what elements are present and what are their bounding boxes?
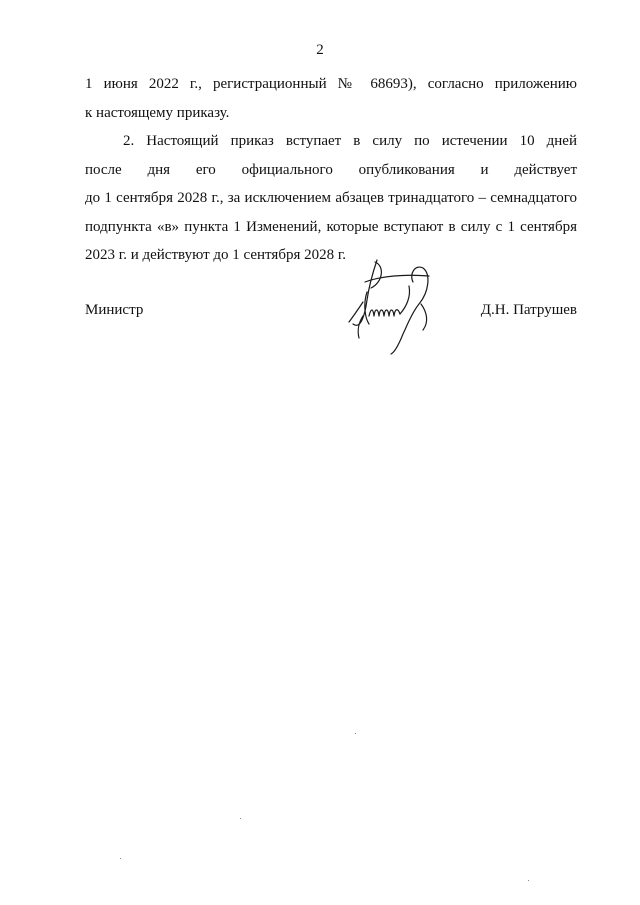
scan-speck [355, 733, 356, 734]
text-line: 2023 г. и действуют до 1 сентября 2028 г. [85, 247, 347, 263]
signer-name: Д.Н. Патрушев [480, 302, 577, 318]
scan-speck [240, 818, 241, 819]
paragraph-continuation [85, 70, 577, 127]
position-title: Министр [85, 302, 144, 318]
paragraph-effective-date [85, 127, 577, 270]
scan-speck [120, 858, 121, 859]
scan-speck [528, 880, 529, 881]
text-line: до 1 сентября 2028 г., за исключением абзацев тринадцатого – семнадцатого [85, 190, 577, 206]
text-line: 2. Настоящий приказ вступает в силу по истечении 10 дней [123, 133, 577, 149]
handwritten-signature [345, 252, 445, 362]
text-line: к настоящему приказу. [85, 104, 230, 121]
text-line: 1 июня 2022 г., регистрационный № 68693), согласно приложению [85, 76, 577, 92]
text-line: подпункта «в» пункта 1 Изменений, которые вступают в силу с 1 сентября [85, 218, 577, 235]
document-body [85, 70, 577, 270]
page-number: 2 [316, 42, 324, 58]
text-line: после дня его официального опубликования и действует [85, 161, 577, 178]
